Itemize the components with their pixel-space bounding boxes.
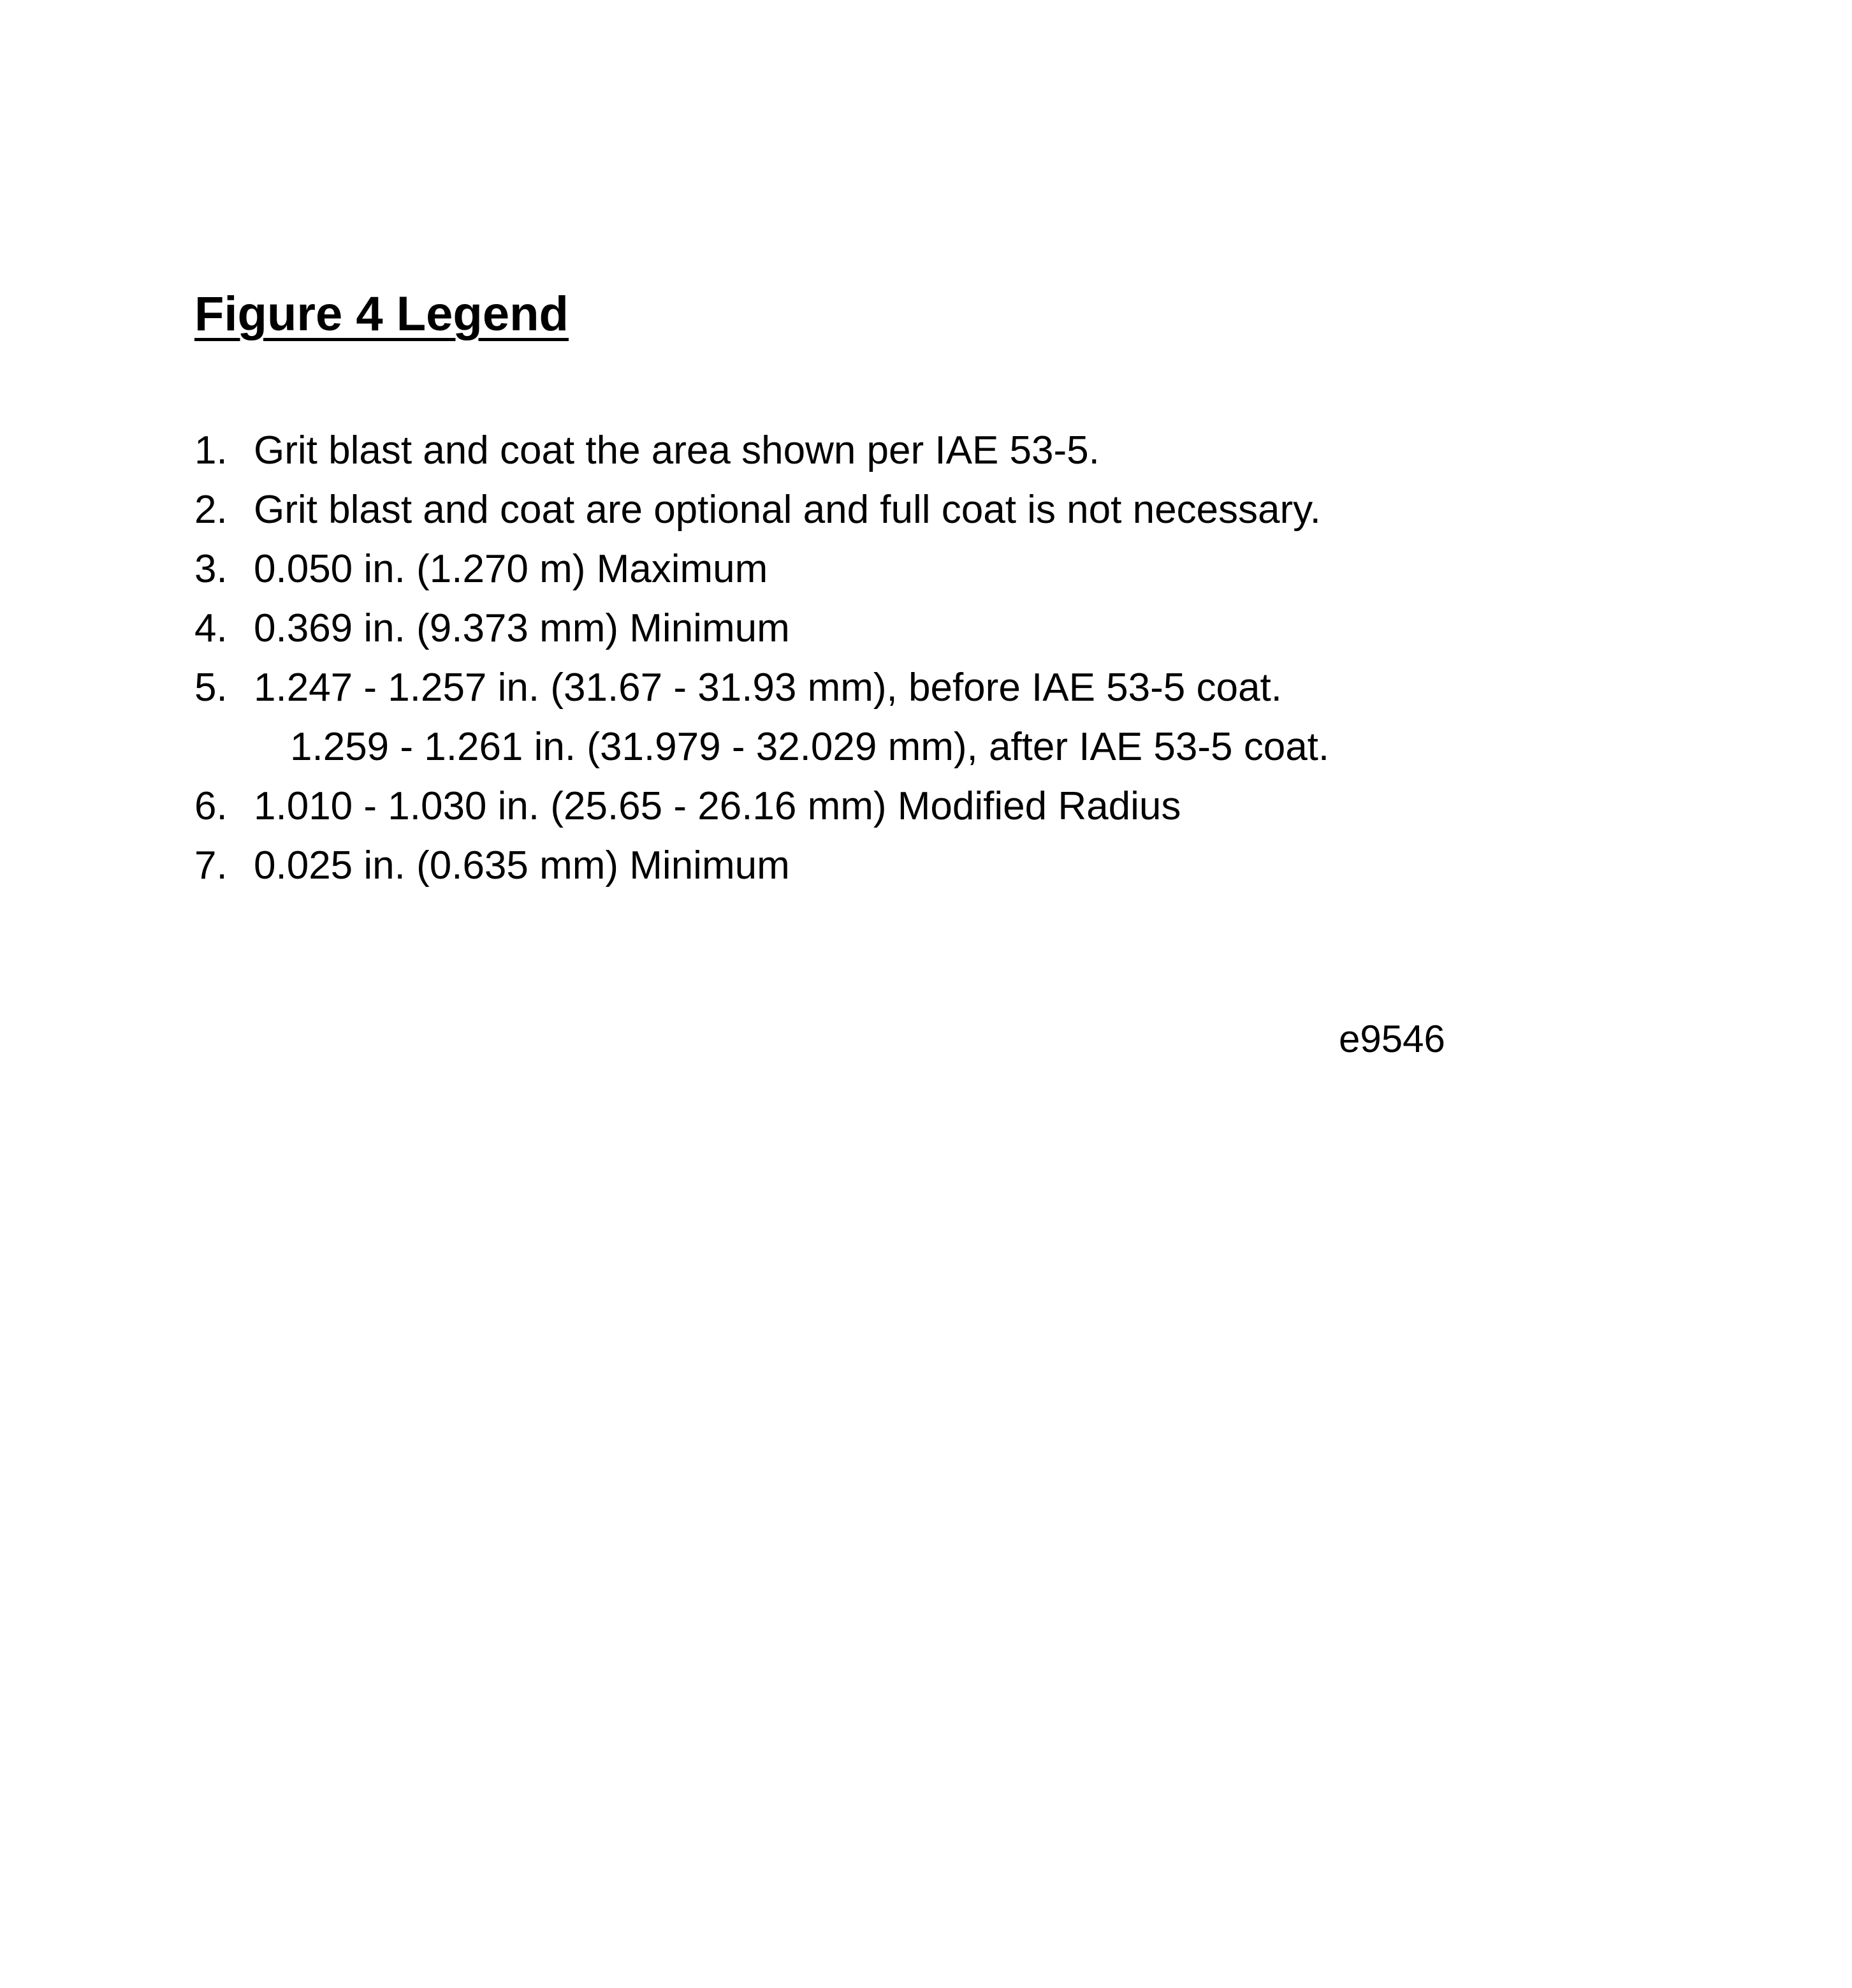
legend-item-4 [194,599,1329,658]
legend-item-1 [194,421,1329,480]
legend-item-number: 2. [194,488,228,532]
legend-item-text: 0.369 in. (9.373 mm) Minimum [254,606,790,650]
legend-item-text: 0.025 in. (0.635 mm) Minimum [254,844,790,888]
legend-item-5-continuation: 1.259 - 1.261 in. (31.979 - 32.029 mm), after IAE 53-5 coat. [290,725,1330,769]
legend-item-2 [194,480,1329,539]
legend-item-7 [194,836,1329,895]
legend-item-number: 7. [194,844,228,888]
legend-item-text: 1.010 - 1.030 in. (25.65 - 26.16 mm) Modified Radius [254,784,1181,828]
legend-item-number: 4. [194,606,228,650]
legend-item-text: 0.050 in. (1.270 m) Maximum [254,547,768,591]
legend-item-number: 6. [194,784,228,828]
legend-list [194,421,1329,895]
legend-item-number: 5. [194,666,228,710]
legend-item-number: 3. [194,547,228,591]
legend-item-text: Grit blast and coat the area shown per IAE 53-5. [254,428,1100,472]
legend-item-text: 1.247 - 1.257 in. (31.67 - 31.93 mm), before IAE 53-5 coat. [254,666,1282,710]
legend-item-text: Grit blast and coat are optional and full coat is not necessary. [254,488,1321,532]
legend-item-5 [194,658,1329,717]
legend-title: Figure 4 Legend [194,287,569,341]
legend-item-6 [194,777,1329,836]
figure-id-label: e9546 [1339,1018,1445,1060]
legend-item-number: 1. [194,428,228,472]
legend-item-3 [194,539,1329,599]
